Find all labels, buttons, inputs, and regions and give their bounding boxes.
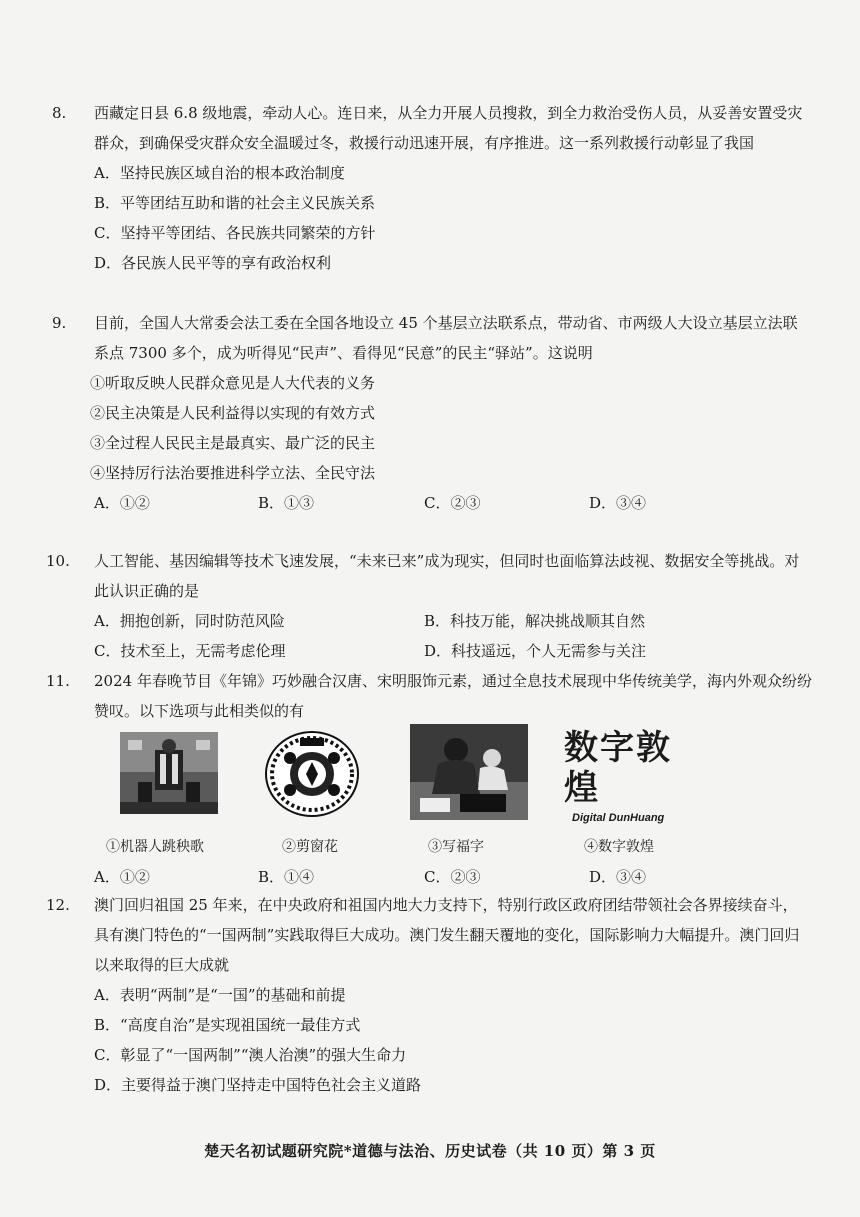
question-stem: 目前，全国人大常委会法工委在全国各地设立 45 个基层立法联系点，带动省、市两级人大设立基层立法联系点 7300 多个，成为听得见“民声”、看得见“民意”的民主“驿站”。这说明 [94,314,798,362]
logo-text: 数字敦煌 [564,728,672,808]
option-a: A．拥抱创新，同时防范风险 [94,612,285,630]
option-c: C．彰显了“一国两制”“澳人治澳”的强大生命力 [94,1046,407,1064]
choice-a: A．①② [94,494,150,512]
option-b: B．科技万能，解决挑战顺其自然 [424,612,646,630]
option-b: B．平等团结互助和谐的社会主义民族关系 [94,194,376,212]
page-footer: 楚天名初试题研究院*道德与法治、历史试卷（共 10 页）第 3 页 [204,1142,656,1160]
question-stem: 2024 年春晚节目《年锦》巧妙融合汉唐、宋明服饰元素，通过全息技术展现中华传统美学，海内外观众纷纷赞叹。以下选项与此相类似的有 [94,672,812,720]
question-number: 11. [46,672,70,690]
image-caption-2: ②剪窗花 [282,839,338,855]
option-row-1 [94,606,812,636]
option-a: A．表明“两制”是“一国”的基础和前提 [94,986,346,1004]
statement-2: ②民主决策是人民利益得以实现的有效方式 [90,404,376,422]
question-number: 9. [52,314,67,332]
question-9 [52,308,812,518]
option-d: D．科技遥远，个人无需参与关注 [424,642,647,660]
choice-d: D．③④ [589,868,647,886]
question-stem: 澳门回归祖国 25 年来，在中央政府和祖国内地大力支持下，特别行政区政府团结带领社会各界接续奋斗，具有澳门特色的“一国两制”实践取得巨大成功。澳门发生翻天覆地的变化，国际影响力大幅提升。澳门回归以来取得的巨大成就 [94,896,800,974]
choice-a: A．①② [94,868,150,886]
digital-dunhuang-logo [564,728,704,824]
paper-cut-photo [262,728,362,824]
statement-4: ④坚持厉行法治要推进科学立法、全民守法 [90,464,376,482]
question-number: 12. [46,896,70,914]
option-d: D．主要得益于澳门坚持走中国特色社会主义道路 [94,1076,422,1094]
question-11 [46,666,812,892]
option-a: A．坚持民族区域自治的根本政治制度 [94,164,345,182]
image-caption-3: ③写福字 [428,839,484,855]
image-row [94,728,812,862]
choice-c: C．②③ [424,868,481,886]
question-12 [46,890,812,1100]
question-stem: 人工智能、基因编辑等技术飞速发展，“未来已来”成为现实，但同时也面临算法歧视、数据安全等挑战。对此认识正确的是 [94,552,800,600]
option-d: D．各民族人民平等的享有政治权利 [94,254,332,272]
statement-3: ③全过程人民民主是最真实、最广泛的民主 [90,434,376,452]
question-number: 8. [52,104,67,122]
statement-1: ①听取反映人民群众意见是人大代表的义务 [90,374,376,392]
image-caption-1: ①机器人跳秧歌 [106,839,204,855]
question-number: 10. [46,552,70,570]
choice-c: C．②③ [424,494,481,512]
question-8 [52,98,812,278]
choice-row [94,862,812,892]
option-c: C．坚持平等团结、各民族共同繁荣的方针 [94,224,376,242]
robot-dance-photo [120,732,218,818]
choice-b: B．①④ [258,868,315,886]
image-caption-4: ④数字敦煌 [584,839,654,855]
choice-d: D．③④ [589,494,647,512]
choice-b: B．①③ [258,494,315,512]
option-b: B．“高度自治”是实现祖国统一最佳方式 [94,1016,361,1034]
logo-subtext: Digital DunHuang [572,812,665,824]
option-c: C．技术至上，无需考虑伦理 [94,642,286,660]
calligraphy-photo [410,724,528,824]
choice-row [94,488,812,518]
option-row-2 [94,636,812,666]
question-stem: 西藏定日县 6.8 级地震，牵动人心。连日来，从全力开展人员搜救，到全力救治受伤人员，从妥善安置受灾群众，到确保受灾群众安全温暖过冬，救援行动迅速开展，有序推进。这一系列救援行动彰显了我国 [94,104,803,152]
question-10 [46,546,812,666]
